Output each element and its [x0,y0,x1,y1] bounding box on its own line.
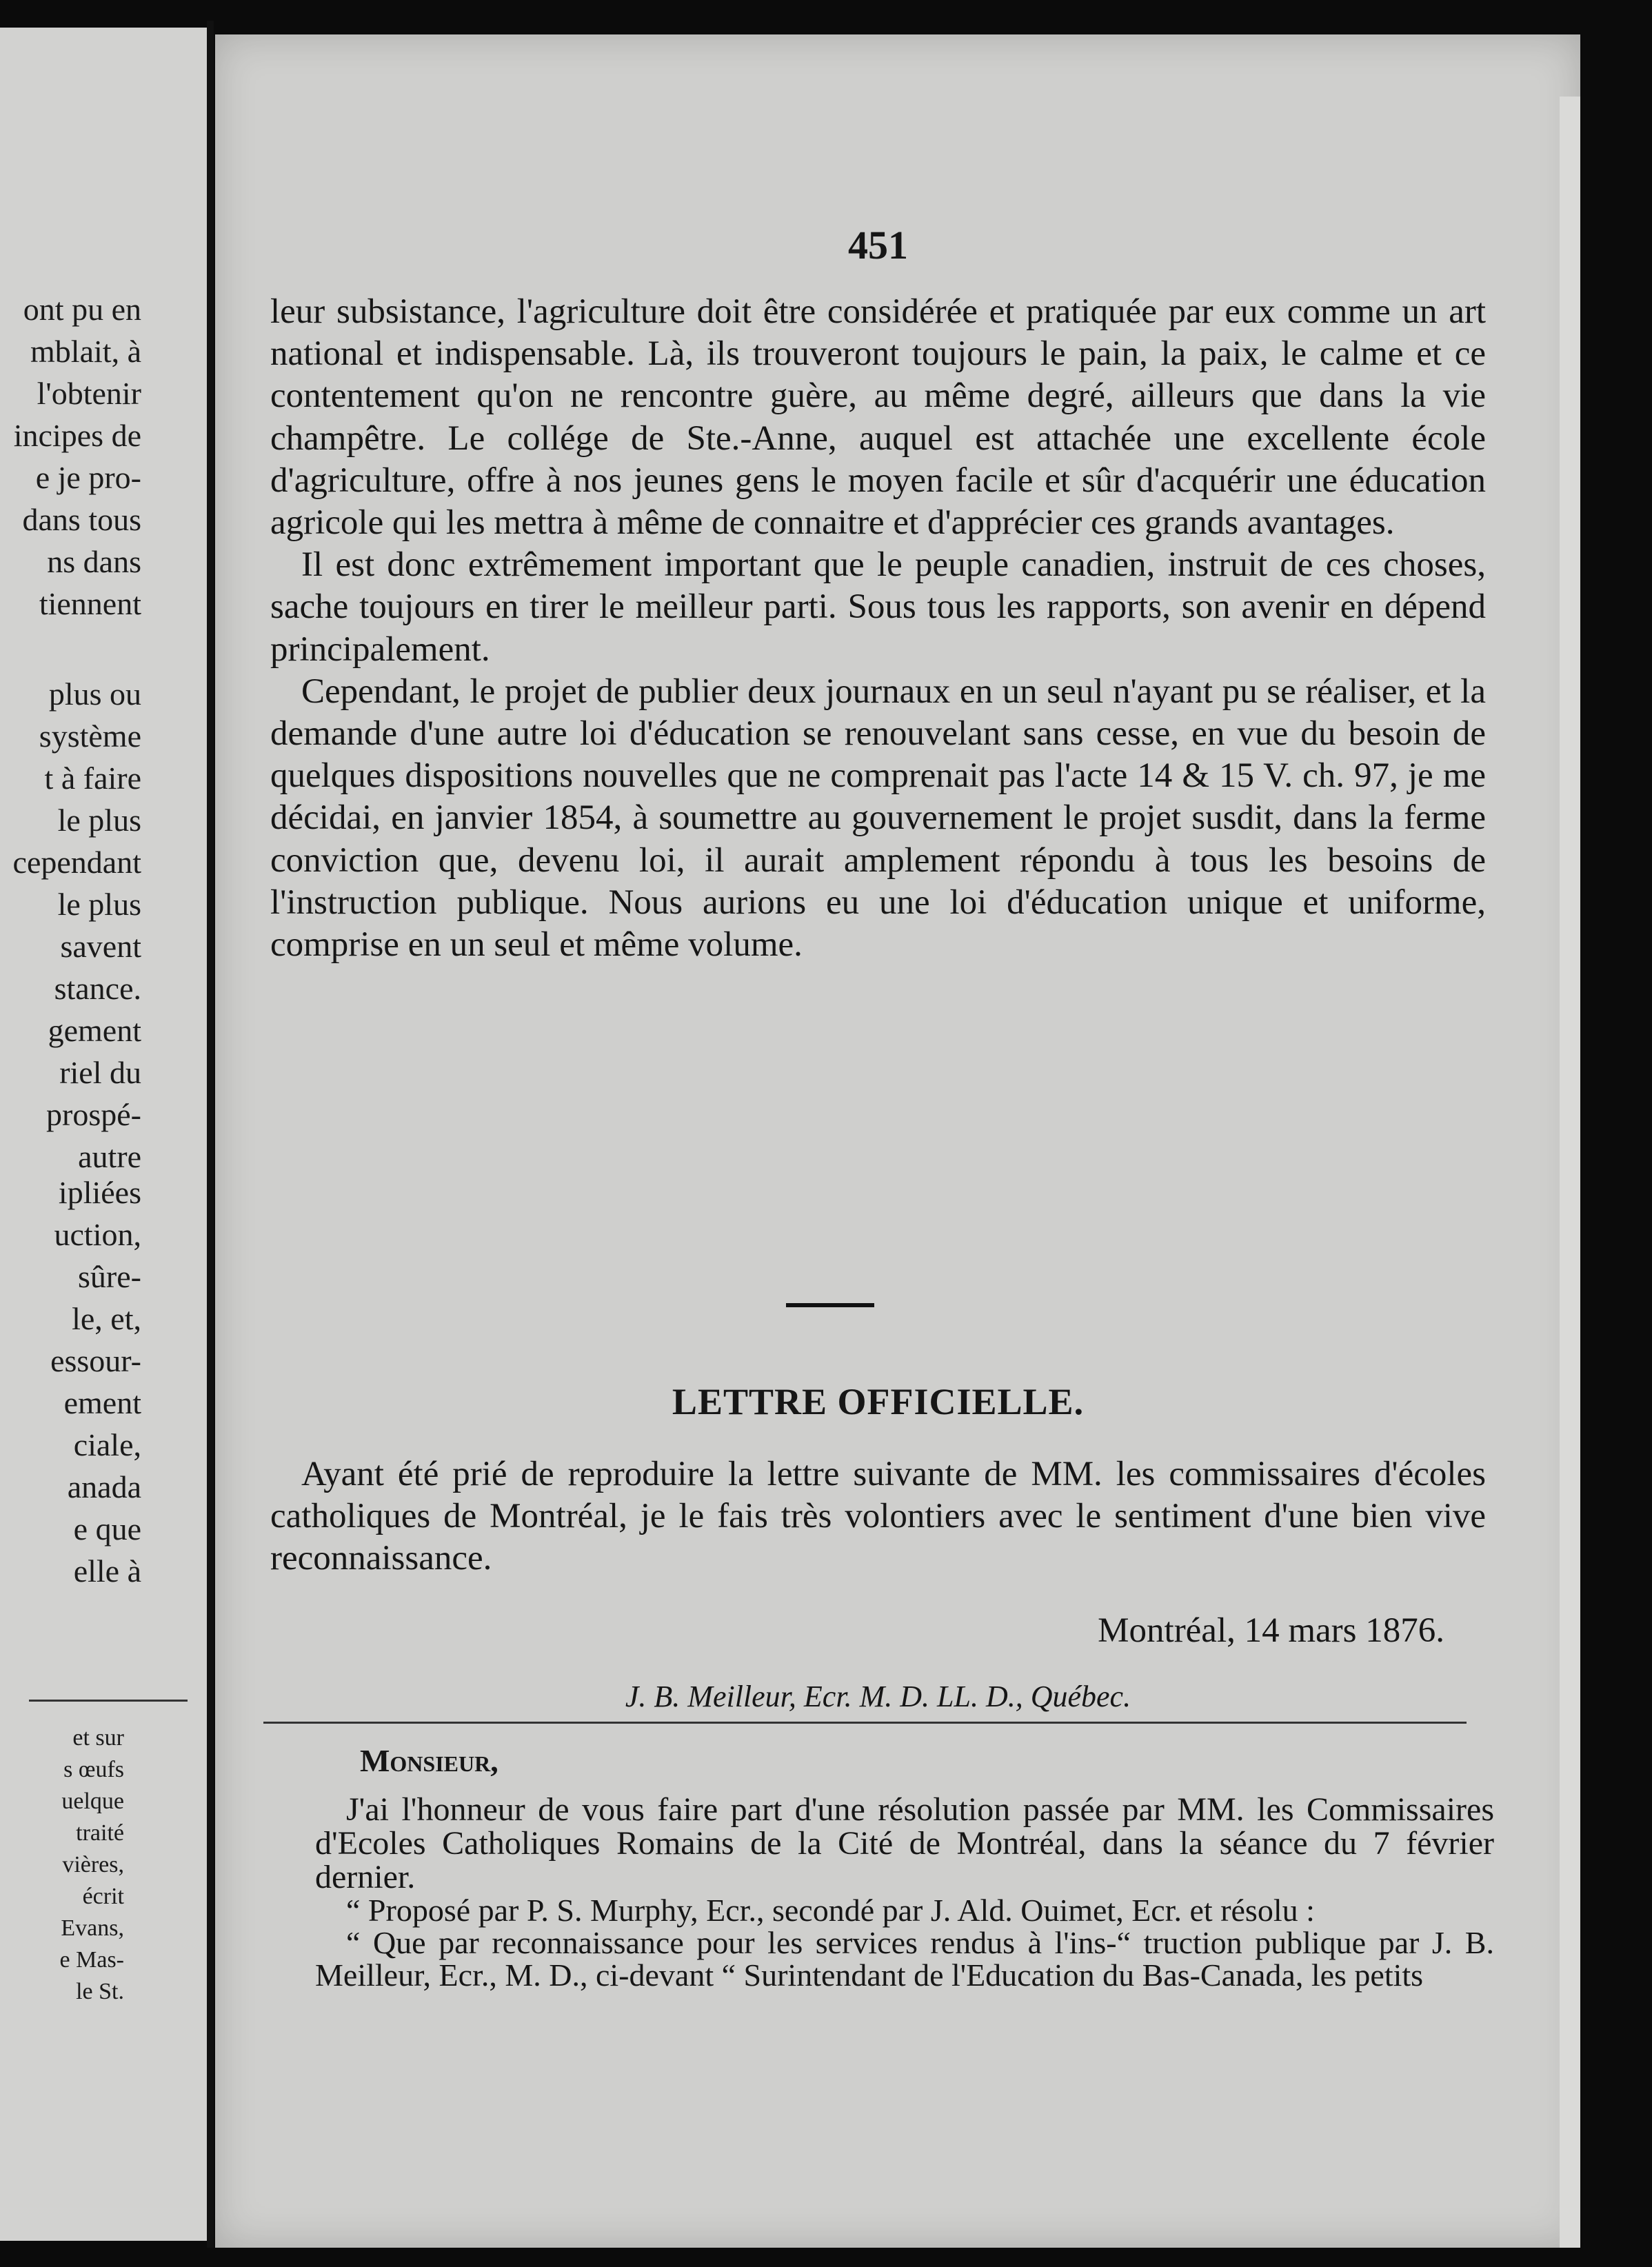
book-gutter [207,21,214,2248]
left-line: elle à [73,1553,141,1589]
left-line: anada [67,1469,141,1504]
page-edge [1560,97,1580,2248]
letter-paragraph: J'ai l'honneur de vous faire part d'une résolution passée par MM. les Commissaires d'Ecoles Catholiques Romains de la Cité de Montréal, dans la séance du 7 février dernier. [315,1791,1494,1895]
left-line: incipes de [13,418,141,453]
left-line: e que [73,1511,141,1546]
left-column-3 [50,1171,141,1592]
left-line: ement [63,1385,141,1420]
intro-text [270,1453,1486,1580]
section-separator [786,1303,874,1307]
left-footnote-rule [29,1700,188,1702]
left-note-line: et sur [72,1725,124,1751]
body-text [270,291,1486,966]
letter-paragraph: “ Que par reconnaissance pour les services rendus à l'ins-“ truction publique par J. B. Meilleur, Ecr., M. D., ci-devant “ Surintendant de l'Education du Bas-Canada, les petits [315,1925,1494,1993]
left-line: gement [48,1013,141,1048]
left-line: uction, [54,1217,141,1252]
left-line: l'obtenir [37,376,141,411]
left-note-line: écrit [82,1884,124,1909]
page-body [270,34,1494,2248]
left-line: stance. [54,971,141,1006]
left-column-2 [13,673,141,1178]
left-line: prospé- [46,1097,141,1132]
left-line: mblait, à [30,334,141,369]
left-line: ciale, [73,1427,141,1462]
page-number: 451 [848,223,908,268]
left-line: dans tous [22,502,141,537]
left-line: t à faire [44,760,141,796]
left-note-line: s œufs [63,1757,124,1782]
left-note-line: uelque [61,1789,124,1814]
left-line: le, et, [72,1301,141,1336]
left-line: riel du [59,1055,141,1090]
document-page [215,34,1580,2248]
intro-paragraph: Ayant été prié de reproduire la lettre suivante de MM. les commissaires d'écoles catholiques de Montréal, je le fais très volontiers avec le sentiment d'une bien vive reconnaissance. [270,1455,1486,1578]
left-note-line: Evans, [61,1915,124,1941]
left-line: cependant [12,845,141,880]
left-note-line: traité [76,1820,124,1846]
signature: J. B. Meilleur, Ecr. M. D. LL. D., Québec. [625,1680,1131,1713]
left-line: ipliées [58,1175,141,1210]
left-note-line: e Mas- [59,1947,124,1973]
section-heading: LETTRE OFFICIELLE. [672,1381,1085,1422]
letter-body [315,1793,1494,1991]
left-line: sûre- [78,1259,141,1294]
signature-rule [263,1722,1467,1724]
previous-page-fragment [0,28,207,2241]
left-line: savent [60,929,141,964]
left-footnote [60,1722,124,2008]
left-line: le plus [57,803,141,838]
left-line: ont pu en [23,292,141,327]
left-note-line: vières, [62,1852,124,1877]
paragraph: leur subsistance, l'agriculture doit être considérée et pratiquée par eux comme un art national et indispensable. Là, ils trouveront toujours le pain, la paix, le calme et ce contentement qu'on ne rencontre guère, au même degré, ailleurs que dans la vie champêtre. Le collége de Ste.-Anne, auquel est attachée une excellente école d'agriculture, offre à nos jeunes gens le moyen facile et sûr d'acquérir une éducation agricole qui les mettra à même de connaitre et d'apprécier ces grands avantages. [270,292,1486,543]
left-line: ns dans [47,544,141,579]
paragraph: Il est donc extrêmement important que le peuple canadien, instruit de ces choses, sache toujours en tirer le meilleur parti. Sous tous les rapports, son avenir en dépend principalement. [270,545,1486,669]
left-line: plus ou [48,676,141,712]
left-line: autre [78,1139,141,1174]
left-note-line: le St. [76,1979,124,2004]
dateline: Montréal, 14 mars 1876. [1098,1611,1444,1650]
paragraph: Cependant, le projet de publier deux journaux en un seul n'ayant pu se réaliser, et la demande d'une autre loi d'éducation se renouvelant sans cesse, en vue du besoin de quelques dispositions nouvelles que ne comprenait pas l'acte 14 & 15 V. ch. 97, je me décidai, en janvier 1854, à soumettre au gouvernement le projet susdit, dans la ferme conviction que, devenu loi, il aurait amplement répondu à tous les besoins de l'instruction publique. Nous aurions eu une loi d'éducation unique et uniforme, comprise en un seul et même volume. [270,672,1486,965]
salutation: Monsieur, [360,1743,498,1778]
left-line: essour- [50,1343,141,1378]
left-line: e je pro- [35,460,141,495]
letter-paragraph: “ Proposé par P. S. Murphy, Ecr., secondé par J. Ald. Ouimet, Ecr. et résolu : [346,1893,1315,1928]
left-line: système [39,718,141,754]
left-column-1 [14,288,141,625]
left-line: tiennent [39,586,141,621]
left-line: le plus [57,887,141,922]
